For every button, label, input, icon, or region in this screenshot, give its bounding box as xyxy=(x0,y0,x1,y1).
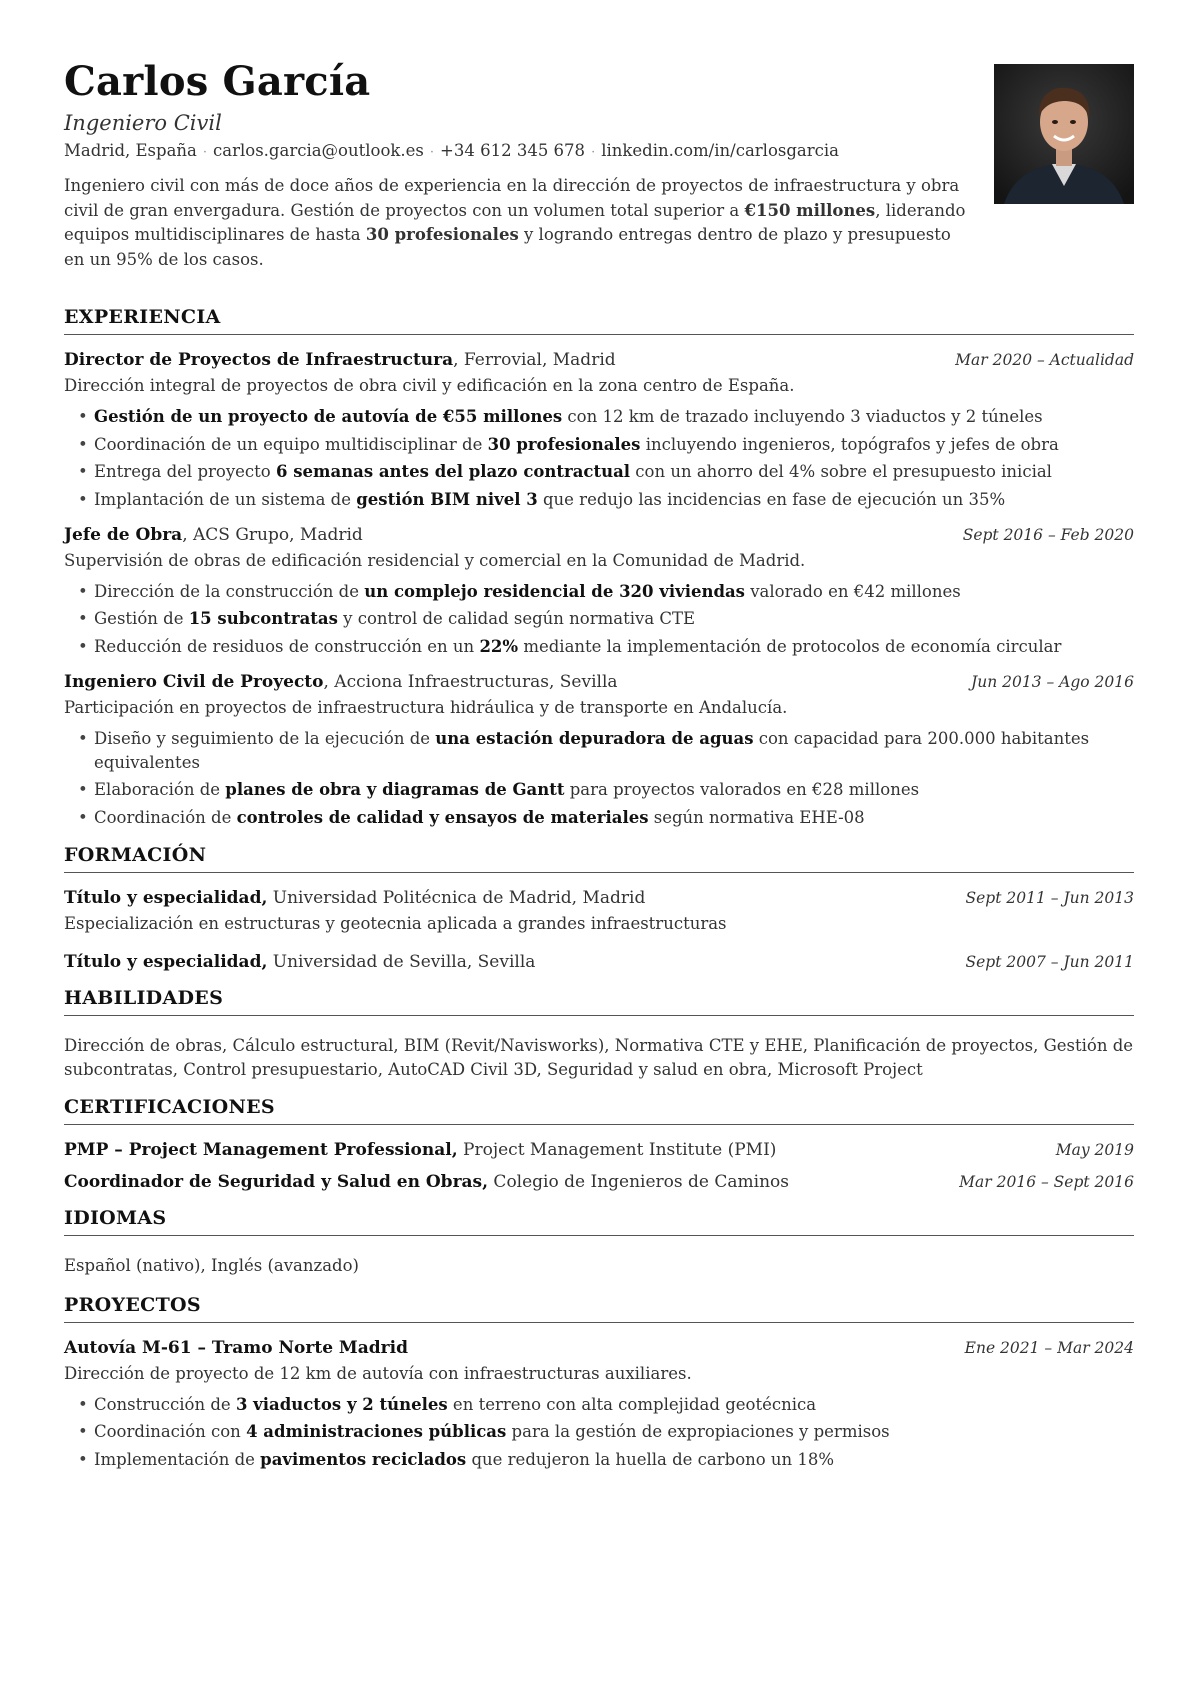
entry-organization: , Acciona Infraestructuras, Sevilla xyxy=(323,671,618,692)
bullet-text: Coordinación con xyxy=(94,1422,247,1441)
bullet-item xyxy=(94,778,1134,802)
bullet-text: Implementación de xyxy=(94,1449,261,1469)
section-title-projects: PROYECTOS xyxy=(64,1294,1134,1323)
bullet-list xyxy=(64,1393,1134,1472)
entry-description: Dirección de proyecto de 12 km de autovía con infraestructuras auxiliares. xyxy=(64,1363,692,1383)
projects-section xyxy=(64,1294,1134,1472)
summary-text: , liderando equipos multidisciplinares de hasta xyxy=(64,200,966,244)
entry-organization: Universidad Politécnica de Madrid, Madrid xyxy=(267,887,646,908)
bullet-highlight: 22% xyxy=(479,636,519,656)
entry-title-line xyxy=(64,1169,789,1195)
entry-date: Sept 2011 – Jun 2013 xyxy=(965,888,1134,907)
certification-entry xyxy=(64,1169,1134,1195)
bullet-item xyxy=(94,607,1134,631)
certifications-section xyxy=(64,1096,1134,1195)
entry-organization: , Ferrovial, Madrid xyxy=(453,350,616,370)
bullet-item xyxy=(94,580,1134,604)
contact-separator: · xyxy=(429,145,435,160)
entry-description: Participación en proyectos de infraestructura hidráulica y de transporte en Andalucía. xyxy=(64,697,788,717)
entry-date: Mar 2020 – Actualidad xyxy=(955,351,1134,369)
bullet-highlight: una estación depuradora de aguas xyxy=(435,728,754,748)
bullet-text: según normativa EHE-08 xyxy=(648,807,865,827)
entry-organization: Project Management Institute (PMI) xyxy=(457,1139,777,1160)
bullet-item xyxy=(94,806,1134,830)
entry-date: Sept 2016 – Feb 2020 xyxy=(962,525,1134,544)
contact-line xyxy=(64,138,1134,166)
bullet-text: con un ahorro del 4% sobre el presupuesto inicial xyxy=(630,462,1052,481)
bullet-text: que redujeron la huella de carbono un 18% xyxy=(466,1449,835,1469)
certifications-list xyxy=(64,1137,1134,1195)
entry-description: Especialización en estructuras y geotecnia aplicada a grandes infraestructuras xyxy=(64,913,727,933)
bullet-item xyxy=(94,433,1134,457)
professional-summary xyxy=(64,174,969,272)
bullet-text: Coordinación de xyxy=(94,807,237,827)
bullet-item xyxy=(94,1393,1134,1417)
entry-title-line xyxy=(64,669,618,695)
bullet-text: Dirección de la construcción de xyxy=(94,581,365,601)
bullet-text: en terreno con alta complejidad geotécnica xyxy=(447,1394,817,1414)
bullet-list xyxy=(64,580,1134,659)
bullet-text: Gestión de xyxy=(94,609,189,628)
bullet-highlight: 15 subcontratas xyxy=(188,609,338,628)
bullet-highlight: pavimentos reciclados xyxy=(260,1449,467,1469)
entry-header xyxy=(64,522,1134,548)
entry-description: Dirección integral de proyectos de obra civil y edificación en la zona centro de España. xyxy=(64,376,795,395)
bullet-list xyxy=(64,727,1134,830)
entry-description: Supervisión de obras de edificación residencial y comercial en la Comunidad de Madrid. xyxy=(64,550,806,570)
bullet-highlight: 30 profesionales xyxy=(487,434,641,454)
bullet-highlight: 4 administraciones públicas xyxy=(246,1422,507,1441)
entry-title-line xyxy=(64,885,645,911)
entry-title: Coordinador de Seguridad y Salud en Obras, xyxy=(64,1171,489,1192)
entry-header xyxy=(64,885,1134,911)
bullet-highlight: 3 viaductos y 2 túneles xyxy=(235,1394,448,1414)
bullet-item xyxy=(94,1420,1134,1444)
entry-title-line xyxy=(64,522,363,548)
experience-entry xyxy=(64,669,1134,830)
projects-list xyxy=(64,1335,1134,1472)
bullet-highlight: gestión BIM nivel 3 xyxy=(356,489,538,509)
bullet-text: con 12 km de trazado incluyendo 3 viaductos y 2 túneles xyxy=(562,407,1043,426)
experience-entry xyxy=(64,522,1134,659)
project-entry xyxy=(64,1335,1134,1472)
section-title-experience: EXPERIENCIA xyxy=(64,306,1134,335)
contact-linkedin[interactable]: linkedin.com/in/carlosgarcia xyxy=(601,141,839,160)
summary-highlight: 30 profesionales xyxy=(365,225,519,244)
entry-header xyxy=(64,347,1134,373)
bullet-text: que redujo las incidencias en fase de ejecución un 35% xyxy=(537,489,1006,509)
bullet-text: valorado en €42 millones xyxy=(744,581,961,601)
bullet-list xyxy=(64,405,1134,512)
entry-title: Ingeniero Civil de Proyecto xyxy=(64,671,324,692)
education-entry xyxy=(64,949,1134,975)
entry-title: Director de Proyectos de Infraestructura xyxy=(64,350,454,370)
entry-title-line xyxy=(64,1335,408,1361)
section-title-skills: HABILIDADES xyxy=(64,987,1134,1016)
bullet-text: Entrega del proyecto xyxy=(94,462,276,481)
bullet-item xyxy=(94,635,1134,659)
skills-text: Dirección de obras, Cálculo estructural, BIM (Revit/Navisworks), Normativa CTE y EHE, Planificación de proyectos, Gestión de subcontratas, Control presupuestario, AutoCAD Civil 3D, Seguridad y salud en obra, Microsoft Project xyxy=(64,1035,1134,1079)
contact-phone[interactable]: +34 612 345 678 xyxy=(440,141,586,160)
bullet-text: Implantación de un sistema de xyxy=(94,489,357,509)
entry-title-line xyxy=(64,1137,776,1163)
bullet-text: y control de calidad según normativa CTE xyxy=(337,609,696,628)
bullet-item xyxy=(94,405,1134,429)
entry-organization: , ACS Grupo, Madrid xyxy=(182,524,363,545)
bullet-highlight: controles de calidad y ensayos de materiales xyxy=(236,807,649,827)
entry-header xyxy=(64,1169,1134,1195)
bullet-text: para la gestión de expropiaciones y permisos xyxy=(506,1422,890,1441)
entry-header xyxy=(64,1137,1134,1163)
bullet-item xyxy=(94,727,1134,775)
entry-header xyxy=(64,669,1134,695)
summary-text: y logrando entregas dentro de plazo y presupuesto en un 95% de los casos. xyxy=(64,225,951,269)
contact-email[interactable]: carlos.garcia@outlook.es xyxy=(213,141,424,160)
bullet-item xyxy=(94,460,1134,484)
entry-organization: Colegio de Ingenieros de Caminos xyxy=(488,1171,789,1192)
bullet-text: Reducción de residuos de construcción en un xyxy=(94,636,480,656)
entry-title: PMP – Project Management Professional, xyxy=(64,1139,458,1160)
bullet-text: Construcción de xyxy=(94,1394,236,1414)
bullet-highlight: Gestión de un proyecto de autovía de €55 millones xyxy=(94,407,563,426)
languages-text: Español (nativo), Inglés (avanzado) xyxy=(64,1255,359,1275)
section-title-certifications: CERTIFICACIONES xyxy=(64,1096,1134,1125)
education-section xyxy=(64,844,1134,975)
entry-date: Ene 2021 – Mar 2024 xyxy=(964,1338,1134,1357)
contact-location: Madrid, España xyxy=(64,141,197,160)
experience-list xyxy=(64,347,1134,830)
bullet-item xyxy=(94,488,1134,512)
entry-date: May 2019 xyxy=(1055,1140,1134,1159)
contact-separator: · xyxy=(202,145,208,160)
skills-section xyxy=(64,987,1134,1082)
entry-header xyxy=(64,1335,1134,1361)
bullet-highlight: 6 semanas antes del plazo contractual xyxy=(275,462,631,481)
bullet-text: mediante la implementación de protocolos de economía circular xyxy=(518,636,1062,656)
section-title-languages: IDIOMAS xyxy=(64,1207,1134,1236)
candidate-name: Carlos García xyxy=(64,58,371,105)
entry-title-line xyxy=(64,347,616,373)
entry-organization: Universidad de Sevilla, Sevilla xyxy=(267,951,536,972)
bullet-text: para proyectos valorados en €28 millones xyxy=(564,780,920,799)
bullet-text: Coordinación de un equipo multidisciplinar de xyxy=(94,434,488,454)
entry-date: Jun 2013 – Ago 2016 xyxy=(971,672,1134,691)
languages-section xyxy=(64,1207,1134,1278)
education-list xyxy=(64,885,1134,975)
contact-separator: · xyxy=(591,145,596,160)
bullet-text: incluyendo ingenieros, topógrafos y jefes de obra xyxy=(640,434,1059,454)
entry-header xyxy=(64,949,1134,975)
bullet-text: Diseño y seguimiento de la ejecución de xyxy=(94,728,436,748)
entry-title: Jefe de Obra xyxy=(64,524,183,545)
summary-highlight: €150 millones xyxy=(744,200,876,220)
entry-title: Autovía M-61 – Tramo Norte Madrid xyxy=(64,1337,408,1358)
candidate-role: Ingeniero Civil xyxy=(64,111,222,135)
education-entry xyxy=(64,885,1134,937)
bullet-highlight: planes de obra y diagramas de Gantt xyxy=(225,780,565,799)
bullet-highlight: un complejo residencial de 320 viviendas xyxy=(364,581,745,601)
entry-title-line xyxy=(64,949,535,975)
entry-date: Sept 2007 – Jun 2011 xyxy=(965,952,1134,971)
summary-text: Ingeniero civil con más de doce años de experiencia en la dirección de proyectos de infraestructura y obra civil de gran envergadura. Gestión de proyectos con un volumen total superior a xyxy=(64,176,960,220)
bullet-text: Elaboración de xyxy=(94,780,226,799)
section-title-education: FORMACIÓN xyxy=(64,844,1134,873)
entry-title: Título y especialidad, xyxy=(64,951,268,972)
resume-content xyxy=(64,58,1134,1475)
entry-date: Mar 2016 – Sept 2016 xyxy=(959,1172,1134,1191)
bullet-item xyxy=(94,1448,1134,1472)
certification-entry xyxy=(64,1137,1134,1163)
experience-section xyxy=(64,306,1134,830)
bullet-text: con capacidad para 200.000 habitantes equivalentes xyxy=(94,728,1090,772)
entry-title: Título y especialidad, xyxy=(64,887,268,908)
experience-entry xyxy=(64,347,1134,512)
